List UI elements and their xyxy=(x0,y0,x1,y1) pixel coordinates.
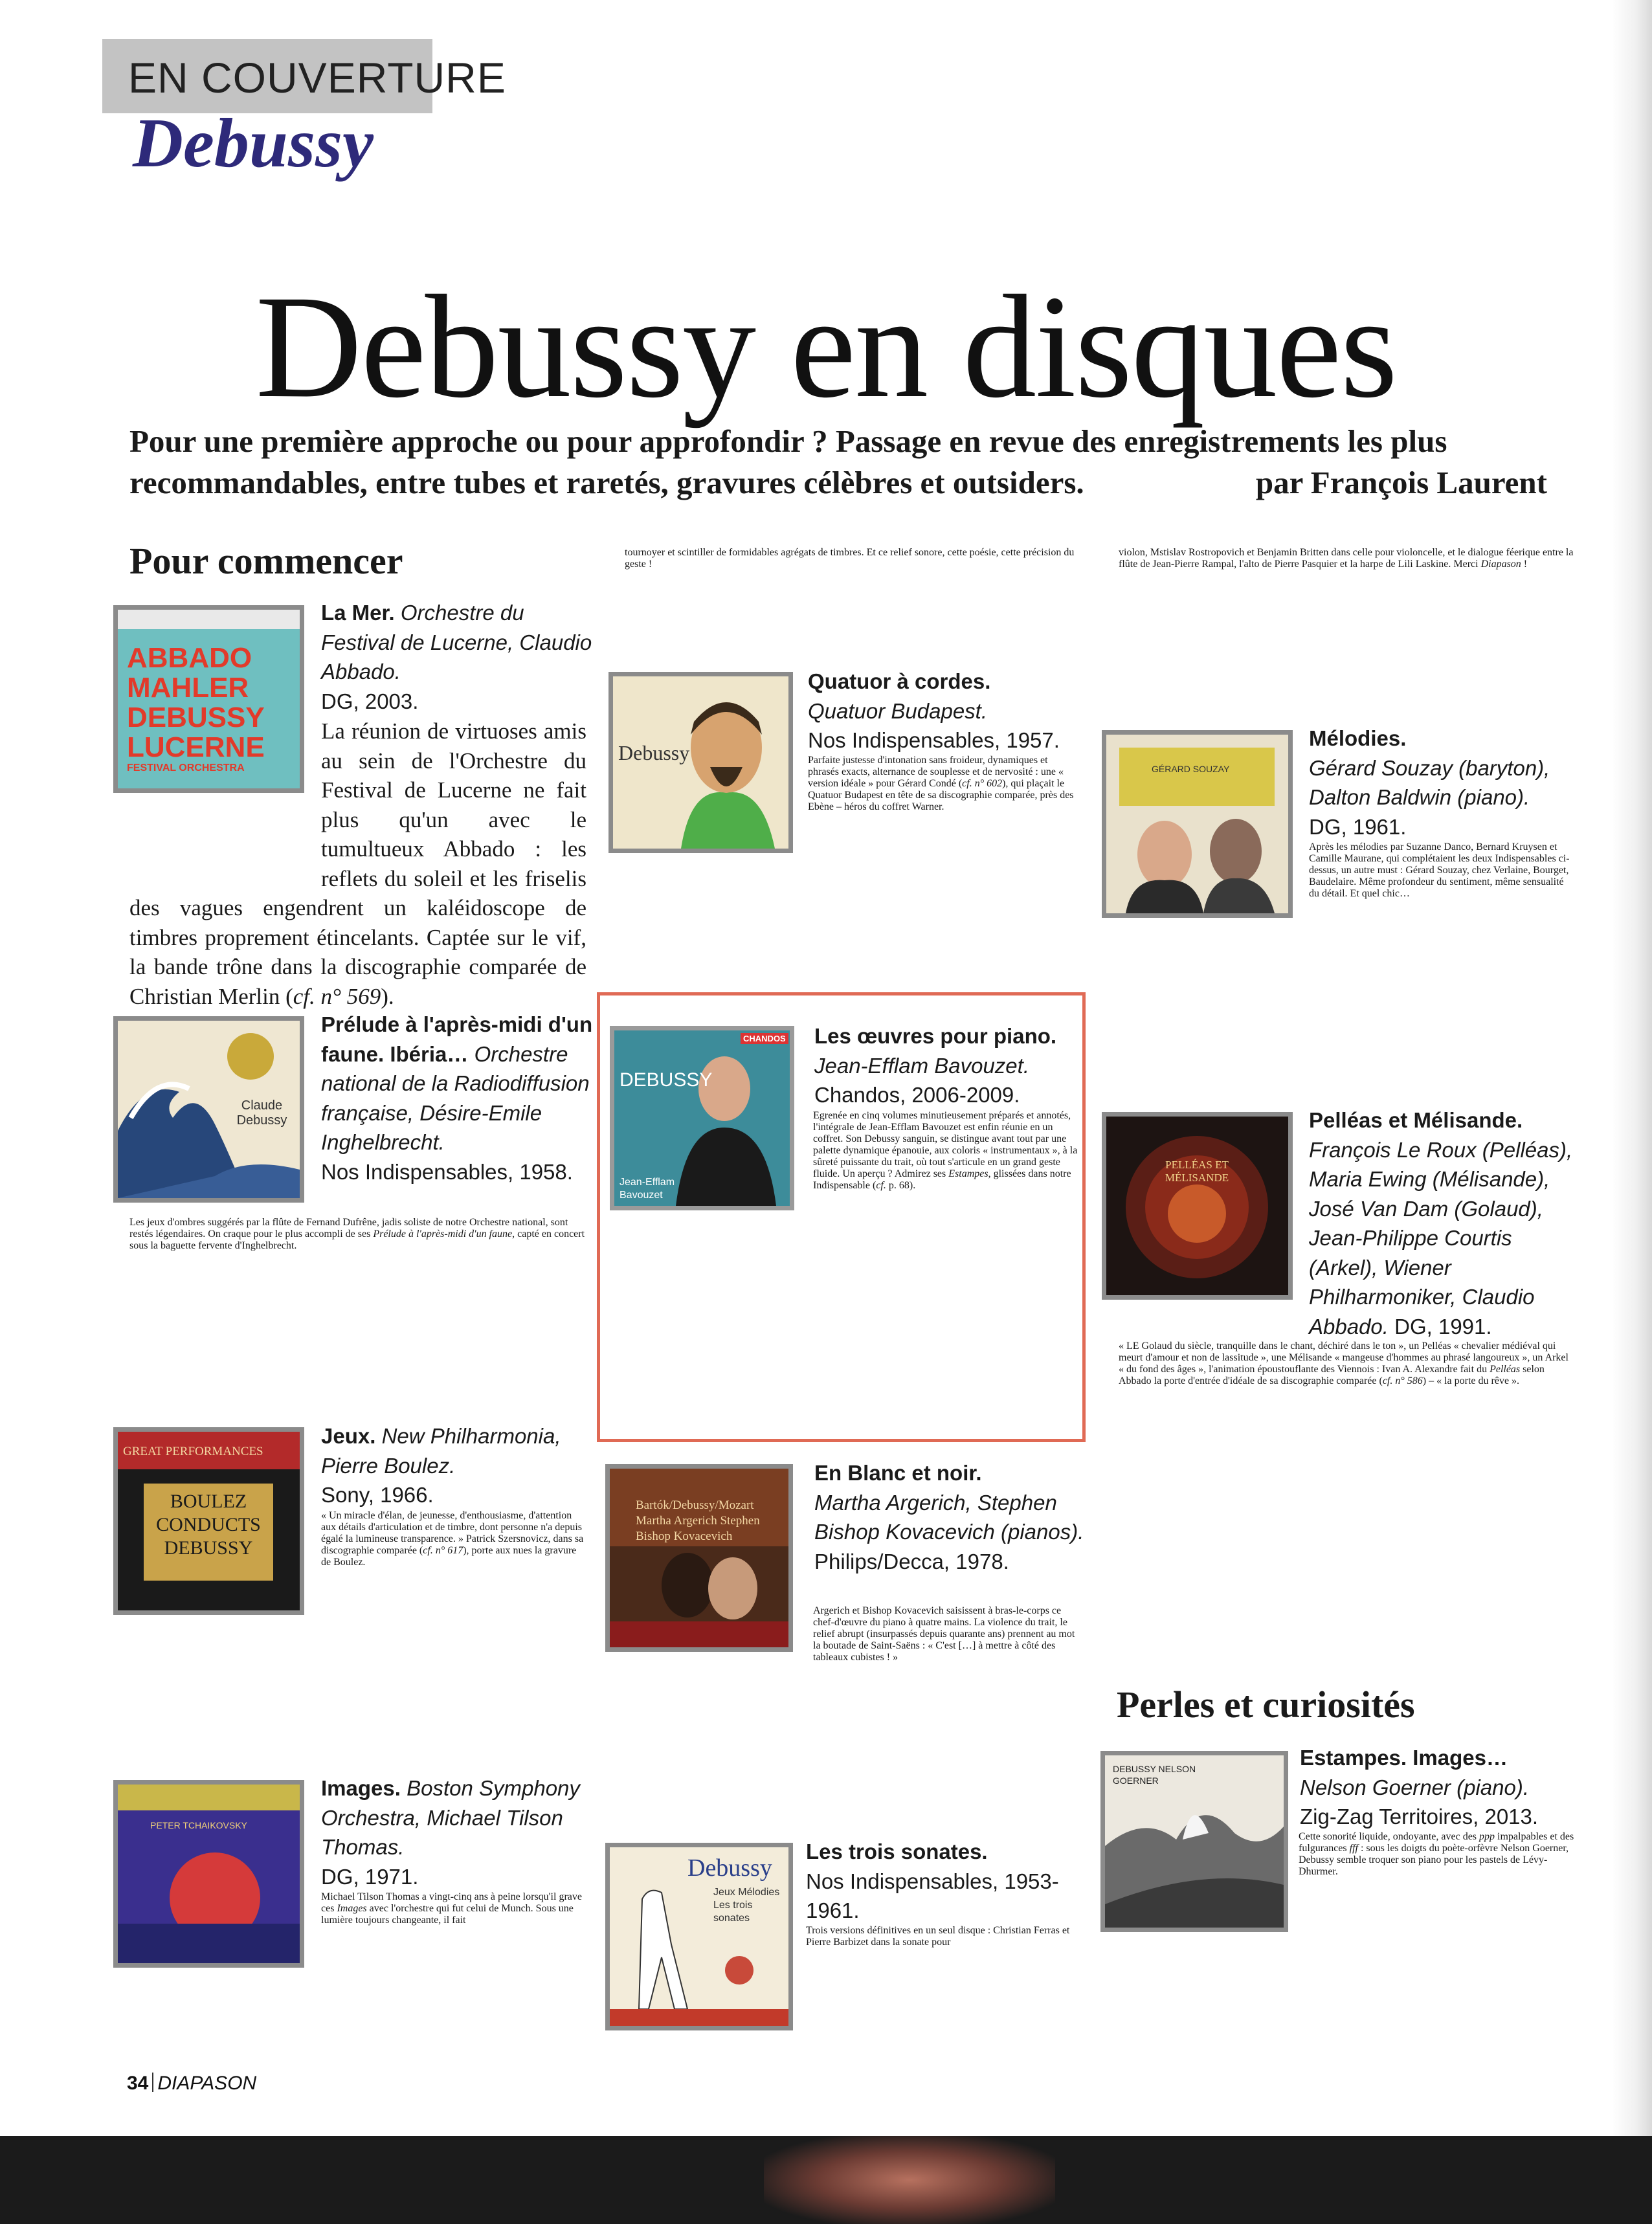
review-body: Argerich et Bishop Kovacevich saisissent à bras-le-corps ce chef-d'œuvre du piano à quatre mains. La violence du trait, le relief abrupt (insurpassés depuis quarante ans) prennent au mot la boutade de Saint-Saëns : « C'est […] à mettre à côté des tableaux cubistes ! » xyxy=(813,1605,1075,1663)
review-work: Diapason xyxy=(1480,559,1521,570)
review-performers: Martha Argerich, Stephen Bishop Kovacevich (pianos). xyxy=(814,1490,1084,1544)
review-title: Les œuvres pour piano. xyxy=(814,1024,1057,1048)
review-la-mer-text xyxy=(129,717,586,1011)
review-sonates-text xyxy=(806,1925,1081,1948)
review-label: Nos Indispensables, 1953-1961. xyxy=(806,1869,1059,1922)
review-pelleas-text xyxy=(1119,1340,1575,1387)
review-body-end: ), qui plaçait le Quatuor Budapest en tête de sa discographie comparée, près des Ebène – héros du coffret Warner. xyxy=(808,778,1074,812)
cover-artist: Jean-Efflam Bavouzet xyxy=(620,1177,675,1201)
review-performers: Jean-Efflam Bavouzet. xyxy=(814,1053,1029,1078)
section-heading-pearls: Perles et curiosités xyxy=(1117,1684,1415,1726)
review-body: Les jeux d'ombres suggérés par la flûte de Fernand Dufrêne, jadis soliste de notre Orchestre national, sont restés légendaires. On craque pour le plus accompli de ses xyxy=(129,1217,568,1240)
lede-line-1: Pour une première approche ou pour approfondir ? Passage en revue des enregistrements les plus xyxy=(129,423,1447,459)
footer-divider xyxy=(152,2073,153,2092)
review-label: DG, 1971. xyxy=(321,1864,419,1889)
review-work: Prélude à l'après-midi d'un faune xyxy=(373,1229,513,1240)
review-ref: cf. n° 586 xyxy=(1382,1375,1423,1386)
review-body-end: ! xyxy=(1521,559,1528,570)
review-images xyxy=(321,1774,593,1891)
review-title: Mélodies. xyxy=(1309,726,1407,750)
review-blanc-noir xyxy=(814,1458,1086,1576)
review-label: DG, 2003. xyxy=(321,689,419,713)
review-work: Estampes xyxy=(948,1168,988,1179)
review-work: Pelléas xyxy=(1490,1364,1521,1375)
section-name: Debussy xyxy=(133,105,374,182)
review-title: Les trois sonates. xyxy=(806,1840,988,1863)
cover-text: Debussy xyxy=(618,741,690,764)
review-title: Prélude à l'après-midi d'un faune. Ibéria… xyxy=(321,1012,593,1066)
review-performers: New Philharmonia, Pierre Boulez. xyxy=(321,1424,561,1478)
review-sonates-continued xyxy=(1119,547,1575,570)
review-quatuor-text xyxy=(625,755,1081,871)
dynamic-marking: ppp xyxy=(1479,1831,1495,1842)
magazine-name: DIAPASON xyxy=(157,2073,257,2094)
review-jeux xyxy=(321,1421,593,1510)
cover-text: Claude Debussy xyxy=(236,1098,287,1128)
review-pelleas xyxy=(1309,1106,1581,1341)
review-title: Estampes. Images… xyxy=(1300,1746,1508,1770)
review-body: Michael Tilson Thomas a vingt-cinq ans à peine lorsqu'il grave ces xyxy=(321,1891,582,1914)
review-label: Philips/Decca, 1978. xyxy=(814,1549,1009,1573)
review-la-mer xyxy=(321,598,593,716)
review-title: Quatuor à cordes. xyxy=(808,669,991,693)
review-melodies-text xyxy=(1119,841,1575,922)
review-melodies xyxy=(1309,724,1581,841)
review-body-end: ). xyxy=(381,983,394,1009)
cover-text: ABBADO MAHLER DEBUSSY LUCERNE xyxy=(127,642,265,763)
review-body: Après les mélodies par Suzanne Danco, Bernard Kruysen et Camille Maurane, qui complétaient les deux Indispensables ci-dessus, un autre must : Gérard Souzay, chez Verlaine, Bourget, Baudelaire. Même profondeur du sentiment, même sensualité du détail. Et quel chic… xyxy=(1309,841,1570,899)
review-body-end: , capté en concert sous la baguette fervente d'Inghelbrecht. xyxy=(129,1229,585,1251)
album-cover-pelleas xyxy=(1102,1112,1293,1300)
review-label: Zig-Zag Territoires, 2013. xyxy=(1300,1805,1539,1829)
review-body: Parfaite justesse d'intonation sans froideur, dynamiques et phrasés exacts, alternance de souplesse et de nervosité : une « version idéale » pour Gérard Condé ( xyxy=(808,755,1064,789)
cover-text: DEBUSSY xyxy=(620,1069,713,1091)
review-title: En Blanc et noir. xyxy=(814,1461,982,1485)
review-title: La Mer. xyxy=(321,601,395,625)
section-heading-start: Pour commencer xyxy=(129,540,403,582)
byline: par François Laurent xyxy=(1255,465,1547,500)
review-images-text xyxy=(129,1891,586,1972)
review-body: La réunion de virtuoses amis au sein de l'Orchestre du Festival de Lucerne ne fait plus qu'un avec le tumultueux Abbado : les reflets du soleil et les friselis des vagues engendrent un kaléidoscope de timbres proprement étincelants. Captée sur le vif, la bande trône dans la discographie comparée de Christian Merlin ( xyxy=(129,718,586,1009)
review-title: Pelléas et Mélisande. xyxy=(1309,1108,1523,1132)
review-body: Cette sonorité liquide, ondoyante, avec des xyxy=(1299,1831,1480,1842)
review-ref: cf. xyxy=(876,1180,886,1191)
review-performers: Boston Symphony Orchestra, Michael Tilson Thomas. xyxy=(321,1776,580,1859)
review-body: tournoyer et scintiller de formidables agrégats de timbres. Et ce relief sonore, cette poésie, cette précision du geste ! xyxy=(625,547,1075,570)
review-estampes xyxy=(1300,1743,1578,1832)
review-prelude xyxy=(321,1010,593,1186)
review-label: Sony, 1966. xyxy=(321,1483,434,1507)
review-quatuor xyxy=(808,667,1086,755)
cover-banner: GREAT PERFORMANCES xyxy=(123,1445,263,1458)
article-lede xyxy=(129,421,1567,504)
review-title: Jeux. xyxy=(321,1424,376,1448)
cover-label: CHANDOS xyxy=(741,1033,788,1044)
review-label: Chandos, 2006-2009. xyxy=(814,1083,1020,1107)
review-prelude-text xyxy=(129,1217,586,1252)
dynamic-marking: fff xyxy=(1349,1843,1358,1854)
review-label: Nos Indispensables, 1958. xyxy=(321,1159,573,1184)
album-cover-prelude xyxy=(113,1016,304,1203)
cover-text: PELLÉAS ET MÉLISANDE xyxy=(1165,1159,1229,1184)
review-performers: Gérard Souzay (baryton), Dalton Baldwin (piano). xyxy=(1309,755,1550,809)
review-body: « LE Golaud du siècle, tranquille dans le chant, déchiré dans le ton », un Pelléas « chevalier médiéval qui meurt d'amour et non de lassitude », une Mélisande « mangeuse d'hommes au phrasé langoureux », un Arkel « du fond des âges », l'animation époustouflante des Viennois : Ivan A. Alexandre fait du xyxy=(1119,1340,1568,1375)
review-label: Nos Indispensables, 1957. xyxy=(808,728,1060,752)
cover-text: DEBUSSY NELSON GOERNER xyxy=(1113,1764,1196,1786)
review-label: DG, 1961. xyxy=(1309,814,1407,839)
review-body-mid: impalpables et des fulgurances xyxy=(1299,1831,1574,1854)
cover-text: GÉRARD SOUZAY xyxy=(1152,764,1230,774)
review-body-mid: , glissées dans notre Indispensable ( xyxy=(813,1168,1071,1191)
review-blanc-noir-text xyxy=(621,1605,1080,1663)
page-number: 34 xyxy=(127,2073,149,2094)
review-body-end: p. 68). xyxy=(886,1180,916,1191)
review-body: Egrenée en cinq volumes minutieusement préparés et annotés, l'intégrale de Jean-Efflam Bavouzet est enfin réunie en un coffret. Son Debussy sanguin, se distingue avant tout par une palette dynamique épanouie, aux coloris « instrumentaux », à la sûreté puissante du trait, où tout s'articule en un grand geste fluide. Un aperçu ? Admirez ses xyxy=(813,1110,1078,1179)
review-ref: cf. n° 569 xyxy=(293,983,381,1009)
review-body: Trois versions définitives en un seul disque : Christian Ferras et Pierre Barbizet dans la sonate pour xyxy=(806,1925,1070,1948)
review-work: Images xyxy=(337,1903,367,1914)
review-body-end: ), porte aux nues la gravure de Boulez. xyxy=(321,1545,577,1568)
review-performers: Quatuor Budapest. xyxy=(808,698,988,723)
article-title: Debussy en disques xyxy=(255,265,1397,428)
lede-line-2: recommandables, entre tubes et raretés, gravures célèbres et outsiders. xyxy=(129,465,1084,500)
review-performers: Orchestre national de la Radiodiffusion française, Désire-Emile Inghelbrecht. xyxy=(321,1041,590,1154)
scan-finger-shadow xyxy=(764,2136,1055,2224)
review-body-end: : sous les doigts du poète-orfèvre Nelson Goerner, Debussy semble troquer son piano pour les pastels de Lévy-Dhurmer. xyxy=(1299,1843,1569,1877)
review-body-mid: selon Abbado la porte d'entrée d'idéale de sa discographie comparée ( xyxy=(1119,1364,1545,1386)
review-body: violon, Mstislav Rostropovich et Benjamin Britten dans celle pour violoncelle, et le dialogue féerique entre la flûte de Jean-Pierre Rampal, l'alto de Pierre Pasquier et la harpe de Lili Laskine. Merci xyxy=(1119,547,1574,570)
review-body-end: avec l'orchestre qui fut celui de Munch. Sous une lumière toujours changeante, il fait xyxy=(321,1903,574,1926)
review-label: DG, 1991. xyxy=(1394,1314,1492,1339)
review-body-end: ) – « la porte du rêve ». xyxy=(1422,1375,1520,1386)
review-jeux-text xyxy=(129,1510,586,1627)
section-tag: EN COUVERTURE xyxy=(128,54,506,102)
cover-text: BOULEZ CONDUCTS DEBUSSY xyxy=(156,1491,261,1559)
cover-text: Debussy xyxy=(687,1854,772,1882)
review-performers: Nelson Goerner (piano). xyxy=(1300,1775,1530,1799)
review-performers: François Le Roux (Pelléas), Maria Ewing (Mélisande), José Van Dam (Golaud), Jean-Philippe Courtis (Arkel), Wiener Philharmoniker, Claudio Abbado. xyxy=(1309,1137,1573,1339)
review-sonates xyxy=(806,1837,1084,1926)
album-cover-sonates xyxy=(605,1843,793,2030)
review-estampes-text xyxy=(1116,1831,1576,1941)
review-body: « Un miracle d'élan, de jeunesse, d'enthousiasme, d'attention aux détails d'articulation et de timbre, dont personne n'a depuis égalé la lumineuse transparence. » Patrick Szersnovicz, dans sa discographie comparée ( xyxy=(321,1510,584,1556)
review-title: Images. xyxy=(321,1776,401,1800)
cover-text: PETER TCHAIKOVSKY xyxy=(150,1820,247,1830)
review-piano-text xyxy=(621,1110,1080,1223)
review-ref: cf. n° 617 xyxy=(423,1545,463,1556)
page-footer xyxy=(127,2073,256,2095)
review-piano xyxy=(814,1021,1080,1110)
cover-text: Bartók/Debussy/Mozart Martha Argerich Stephen Bishop Kovacevich xyxy=(636,1498,760,1543)
review-performers: Orchestre du Festival de Lucerne, Claudio Abbado. xyxy=(321,601,592,684)
cover-subtext: Jeux Mélodies Les trois sonates xyxy=(713,1887,780,1924)
review-images-continued xyxy=(625,547,1081,570)
cover-subtext: FESTIVAL ORCHESTRA xyxy=(127,762,245,773)
review-ref: cf. n° 602 xyxy=(962,778,1003,789)
